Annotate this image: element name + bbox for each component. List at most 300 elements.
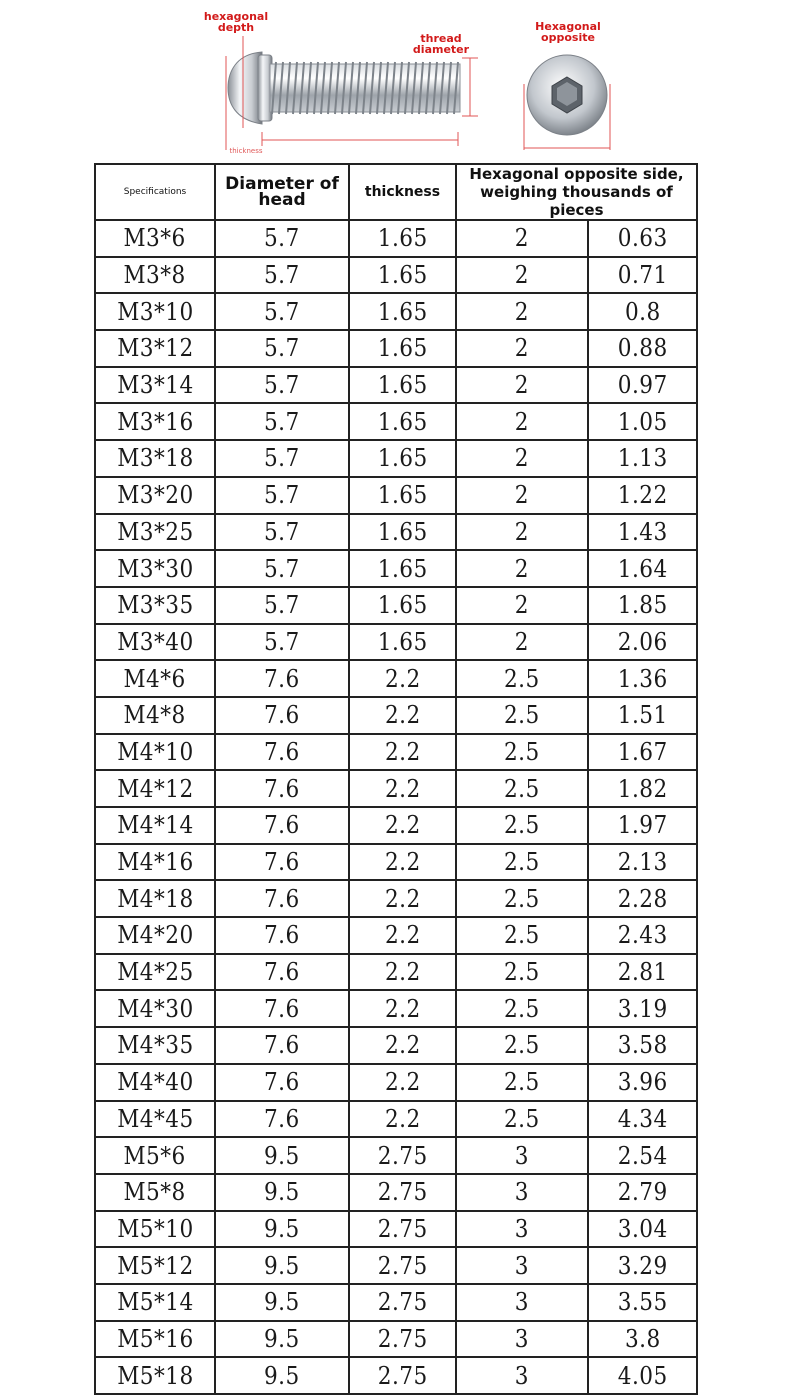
head-diameter-cell [215,807,349,844]
spec-cell-value: M3*16 [116,407,194,436]
hex-size-cell [456,440,588,477]
head-diameter-cell [215,1064,349,1101]
spec-cell-value: M4*18 [116,884,194,913]
hex-size-cell [456,1247,588,1284]
spec-cell [95,257,215,294]
hex-size-cell-value: 2.5 [504,701,540,730]
weight-cell [588,293,697,330]
weight-cell-value: 0.97 [617,371,668,400]
head-diameter-cell [215,954,349,991]
weight-cell-value: 2.81 [617,958,668,987]
thickness-cell-value: 2.2 [384,1068,421,1097]
spec-cell [95,550,215,587]
weight-cell [588,734,697,771]
label-thickness-small: thickness [229,147,263,155]
thickness-cell-value: 2.75 [377,1178,428,1207]
spec-cell-value: M4*20 [116,921,194,950]
spec-cell-value: M4*30 [116,994,194,1023]
weight-cell [588,1101,697,1138]
head-diameter-cell [215,1027,349,1064]
spec-cell-value: M5*14 [116,1288,194,1317]
thickness-cell-value: 1.65 [377,261,428,290]
weight-cell-value: 0.88 [617,334,668,363]
hex-size-cell [456,477,588,514]
header-specifications: Specifications [95,164,215,220]
spec-cell [95,440,215,477]
spec-cell [95,954,215,991]
head-diameter-cell-value: 9.5 [264,1214,300,1243]
hex-size-cell-value: 2.5 [504,737,540,766]
weight-cell-value: 2.28 [617,884,668,913]
weight-cell [588,1321,697,1358]
table-header-row [95,164,697,220]
head-diameter-cell [215,1321,349,1358]
head-diameter-cell [215,1247,349,1284]
spec-cell-value: M4*10 [116,737,194,766]
thickness-cell [349,917,456,954]
hex-size-cell [456,1027,588,1064]
hex-size-cell-value: 2 [514,407,530,436]
head-diameter-cell [215,477,349,514]
thickness-cell [349,624,456,661]
head-diameter-cell-value: 5.7 [264,481,300,510]
header-diameter-of-head: Diameter of head [215,164,349,220]
spec-cell-value: M3*30 [116,554,194,583]
head-diameter-cell [215,330,349,367]
weight-cell [588,1064,697,1101]
weight-cell [588,770,697,807]
spec-cell [95,367,215,404]
weight-cell-value: 1.51 [617,701,668,730]
weight-cell-value: 1.97 [617,811,668,840]
weight-cell [588,1247,697,1284]
weight-cell-value: 1.85 [617,591,668,620]
head-diameter-cell [215,990,349,1027]
spec-cell [95,587,215,624]
hex-size-cell-value: 3 [514,1141,530,1170]
hex-size-cell-value: 2.5 [504,1031,540,1060]
head-diameter-cell-value: 5.7 [264,444,300,473]
thickness-cell [349,367,456,404]
table-row [95,587,697,624]
head-diameter-cell-value: 5.7 [264,627,300,656]
spec-cell [95,220,215,257]
head-diameter-cell [215,697,349,734]
spec-cell-value: M5*6 [123,1141,187,1170]
weight-cell [588,477,697,514]
hex-size-cell-value: 2 [514,261,530,290]
hex-size-cell-value: 2.5 [504,994,540,1023]
weight-cell [588,697,697,734]
weight-cell [588,550,697,587]
head-diameter-cell-value: 7.6 [264,921,300,950]
head-diameter-cell-value: 5.7 [264,517,300,546]
header-hexagonal-weight: Hexagonal opposite side, weighing thousands of pieces [456,164,697,220]
table-row [95,257,697,294]
head-diameter-cell-value: 9.5 [264,1251,300,1280]
thickness-cell-value: 1.65 [377,627,428,656]
weight-cell [588,587,697,624]
thickness-cell-value: 2.75 [377,1251,428,1280]
table-row [95,550,697,587]
spec-cell-value: M4*35 [116,1031,194,1060]
weight-cell-value: 1.22 [617,481,668,510]
spec-cell-value: M5*12 [116,1251,194,1280]
spec-cell-value: M3*6 [123,224,187,253]
hex-size-cell-value: 2.5 [504,958,540,987]
table-row [95,477,697,514]
hex-size-cell-value: 2 [514,554,530,583]
spec-cell-value: M3*20 [116,481,194,510]
weight-cell-value: 1.43 [617,517,668,546]
hex-size-cell [456,1101,588,1138]
thickness-cell [349,1247,456,1284]
hex-size-cell [456,293,588,330]
thickness-cell [349,440,456,477]
head-diameter-cell-value: 5.7 [264,371,300,400]
thickness-cell [349,880,456,917]
table-row [95,844,697,881]
spec-cell-value: M5*18 [116,1361,194,1390]
weight-cell [588,954,697,991]
weight-cell [588,1137,697,1174]
hex-size-cell [456,220,588,257]
specifications-table [94,163,698,1395]
thickness-cell-value: 2.2 [384,811,421,840]
thickness-cell-value: 1.65 [377,444,428,473]
head-diameter-cell [215,1137,349,1174]
weight-cell-value: 3.96 [617,1068,668,1097]
head-diameter-cell [215,1211,349,1248]
thickness-cell [349,587,456,624]
head-diameter-cell-value: 7.6 [264,811,300,840]
head-diameter-cell [215,440,349,477]
weight-cell-value: 1.13 [617,444,668,473]
spec-cell-value: M4*8 [123,701,187,730]
table-row [95,293,697,330]
weight-cell-value: 2.79 [617,1178,668,1207]
thickness-cell-value: 2.2 [384,1031,421,1060]
spec-cell-value: M3*18 [116,444,194,473]
hex-size-cell-value: 2 [514,481,530,510]
hex-size-cell-value: 2.5 [504,1104,540,1133]
head-diameter-cell [215,844,349,881]
table-row [95,367,697,404]
hex-size-cell [456,587,588,624]
hex-size-cell-value: 2 [514,444,530,473]
thickness-cell [349,293,456,330]
hex-size-cell-value: 2 [514,334,530,363]
spec-cell [95,514,215,551]
spec-cell [95,1027,215,1064]
weight-cell-value: 1.67 [617,737,668,766]
thickness-cell-value: 2.75 [377,1214,428,1243]
hex-size-cell-value: 2.5 [504,774,540,803]
spec-cell-value: M4*25 [116,958,194,987]
weight-cell [588,220,697,257]
head-diameter-cell-value: 9.5 [264,1361,300,1390]
thickness-cell-value: 2.75 [377,1324,428,1353]
head-diameter-cell [215,403,349,440]
head-diameter-cell-value: 7.6 [264,774,300,803]
spec-cell [95,734,215,771]
head-diameter-cell-value: 5.7 [264,407,300,436]
weight-cell-value: 4.34 [617,1104,668,1133]
header-thickness: thickness [349,164,456,220]
thickness-cell-value: 2.2 [384,1104,421,1133]
thickness-cell-value: 2.2 [384,921,421,950]
spec-cell [95,990,215,1027]
weight-cell-value: 3.8 [624,1324,661,1353]
thickness-cell-value: 2.2 [384,884,421,913]
table-row [95,1101,697,1138]
spec-cell-value: M3*40 [116,627,194,656]
spec-cell [95,1211,215,1248]
thickness-cell-value: 2.2 [384,958,421,987]
spec-cell-value: M3*14 [116,371,194,400]
table-row [95,1174,697,1211]
screw-illustration [0,0,790,162]
table-row [95,1211,697,1248]
head-diameter-cell-value: 9.5 [264,1178,300,1207]
spec-cell [95,844,215,881]
hex-size-cell-value: 2.5 [504,884,540,913]
weight-cell [588,990,697,1027]
table-row [95,1027,697,1064]
spec-cell [95,770,215,807]
thickness-cell-value: 1.65 [377,407,428,436]
head-diameter-cell-value: 5.7 [264,224,300,253]
weight-cell [588,367,697,404]
hex-size-cell-value: 2.5 [504,664,540,693]
hex-size-cell-value: 2.5 [504,921,540,950]
thickness-cell [349,1321,456,1358]
spec-cell-value: M5*16 [116,1324,194,1353]
table-row [95,1064,697,1101]
table-row [95,220,697,257]
thickness-cell-value: 2.2 [384,701,421,730]
hex-size-cell [456,697,588,734]
thickness-cell [349,1064,456,1101]
table-row [95,1321,697,1358]
thickness-cell [349,954,456,991]
thickness-cell [349,477,456,514]
weight-cell [588,1211,697,1248]
thickness-cell [349,734,456,771]
table-row [95,403,697,440]
weight-cell-value: 3.29 [617,1251,668,1280]
thickness-cell [349,1027,456,1064]
thickness-cell-value: 1.65 [377,554,428,583]
spec-cell [95,1174,215,1211]
thickness-cell-value: 2.2 [384,774,421,803]
head-diameter-cell [215,257,349,294]
head-diameter-cell [215,660,349,697]
hex-size-cell [456,1137,588,1174]
thickness-cell [349,257,456,294]
thickness-cell [349,807,456,844]
weight-cell-value: 2.13 [617,848,668,877]
hex-size-cell-value: 3 [514,1361,530,1390]
thickness-cell-value: 2.2 [384,994,421,1023]
weight-cell [588,514,697,551]
thickness-cell [349,514,456,551]
hex-size-cell [456,403,588,440]
weight-cell [588,330,697,367]
head-diameter-cell-value: 9.5 [264,1141,300,1170]
head-diameter-cell-value: 7.6 [264,1068,300,1097]
hex-size-cell [456,844,588,881]
thickness-cell-value: 2.2 [384,848,421,877]
head-diameter-cell [215,770,349,807]
table-row [95,514,697,551]
spec-cell-value: M3*25 [116,517,194,546]
head-diameter-cell [215,367,349,404]
spec-cell [95,1284,215,1321]
spec-cell [95,1101,215,1138]
table-row [95,1284,697,1321]
hex-size-cell [456,514,588,551]
spec-cell-value: M3*8 [123,261,187,290]
spec-cell [95,293,215,330]
table-row [95,697,697,734]
weight-cell-value: 2.43 [617,921,668,950]
screw-head-side [228,52,262,124]
weight-cell [588,1027,697,1064]
head-diameter-cell [215,1174,349,1211]
thickness-cell [349,697,456,734]
hex-size-cell-value: 2 [514,517,530,546]
head-diameter-cell-value: 7.6 [264,1031,300,1060]
thickness-cell [349,220,456,257]
spec-cell-value: M4*14 [116,811,194,840]
hex-size-cell [456,1321,588,1358]
weight-cell-value: 3.55 [617,1288,668,1317]
table-row [95,1247,697,1284]
hex-size-cell [456,954,588,991]
weight-cell [588,440,697,477]
weight-cell [588,403,697,440]
spec-cell [95,403,215,440]
hex-size-cell-value: 3 [514,1288,530,1317]
hex-size-cell-value: 2 [514,591,530,620]
hex-size-cell [456,807,588,844]
spec-cell [95,917,215,954]
weight-cell [588,1284,697,1321]
hex-size-cell-value: 2.5 [504,848,540,877]
weight-cell-value: 3.58 [617,1031,668,1060]
thickness-cell-value: 1.65 [377,591,428,620]
thickness-cell-value: 1.65 [377,371,428,400]
weight-cell-value: 1.36 [617,664,668,693]
hex-size-cell [456,917,588,954]
weight-cell-value: 0.71 [617,261,668,290]
spec-cell [95,477,215,514]
hex-size-cell-value: 2 [514,297,530,326]
hex-size-cell-value: 3 [514,1324,530,1353]
label-hexagonal-depth: hexagonal depth [203,10,269,34]
thickness-cell [349,1101,456,1138]
thickness-cell [349,1211,456,1248]
spec-cell [95,880,215,917]
head-diameter-cell [215,917,349,954]
weight-cell [588,880,697,917]
hex-size-cell-value: 2.5 [504,811,540,840]
hex-size-cell [456,1284,588,1321]
label-thread-diameter: thread diameter [412,32,470,56]
table-row [95,330,697,367]
spec-cell [95,1137,215,1174]
weight-cell-value: 1.82 [617,774,668,803]
head-diameter-cell [215,624,349,661]
head-diameter-cell-value: 7.6 [264,848,300,877]
thickness-cell [349,990,456,1027]
table-row [95,807,697,844]
weight-cell [588,257,697,294]
head-diameter-cell-value: 5.7 [264,554,300,583]
head-diameter-cell [215,1284,349,1321]
spec-cell-value: M5*10 [116,1214,194,1243]
weight-cell-value: 2.06 [617,627,668,656]
thickness-cell-value: 2.75 [377,1288,428,1317]
thickness-cell [349,550,456,587]
hex-size-cell-value: 2 [514,371,530,400]
thickness-cell-value: 2.75 [377,1361,428,1390]
head-diameter-cell-value: 5.7 [264,261,300,290]
weight-cell-value: 1.05 [617,407,668,436]
weight-cell-value: 0.63 [617,224,668,253]
table-row [95,770,697,807]
spec-cell-value: M4*45 [116,1104,194,1133]
head-diameter-cell-value: 7.6 [264,1104,300,1133]
head-diameter-cell-value: 7.6 [264,958,300,987]
hex-size-cell [456,330,588,367]
spec-cell-value: M4*6 [123,664,187,693]
weight-cell-value: 2.54 [617,1141,668,1170]
head-diameter-cell [215,734,349,771]
hex-size-cell-value: 3 [514,1214,530,1243]
spec-cell-value: M3*12 [116,334,194,363]
head-diameter-cell [215,293,349,330]
table-row [95,880,697,917]
spec-cell-value: M4*16 [116,848,194,877]
hex-size-cell [456,367,588,404]
table-row [95,660,697,697]
head-diameter-cell-value: 9.5 [264,1288,300,1317]
spec-cell [95,660,215,697]
hex-size-cell [456,1174,588,1211]
spec-cell [95,330,215,367]
head-diameter-cell-value: 5.7 [264,334,300,363]
head-diameter-cell-value: 7.6 [264,701,300,730]
head-diameter-cell [215,550,349,587]
hex-size-cell-value: 3 [514,1251,530,1280]
hex-size-cell-value: 2 [514,224,530,253]
head-diameter-cell-value: 7.6 [264,884,300,913]
head-diameter-cell [215,587,349,624]
thickness-cell [349,1137,456,1174]
screw-diagram [0,0,790,162]
weight-cell [588,844,697,881]
spec-cell [95,697,215,734]
head-diameter-cell-value: 9.5 [264,1324,300,1353]
hex-size-cell [456,624,588,661]
weight-cell-value: 3.19 [617,994,668,1023]
head-diameter-cell-value: 5.7 [264,297,300,326]
thickness-cell [349,1174,456,1211]
thickness-cell [349,1284,456,1321]
spec-cell [95,1321,215,1358]
